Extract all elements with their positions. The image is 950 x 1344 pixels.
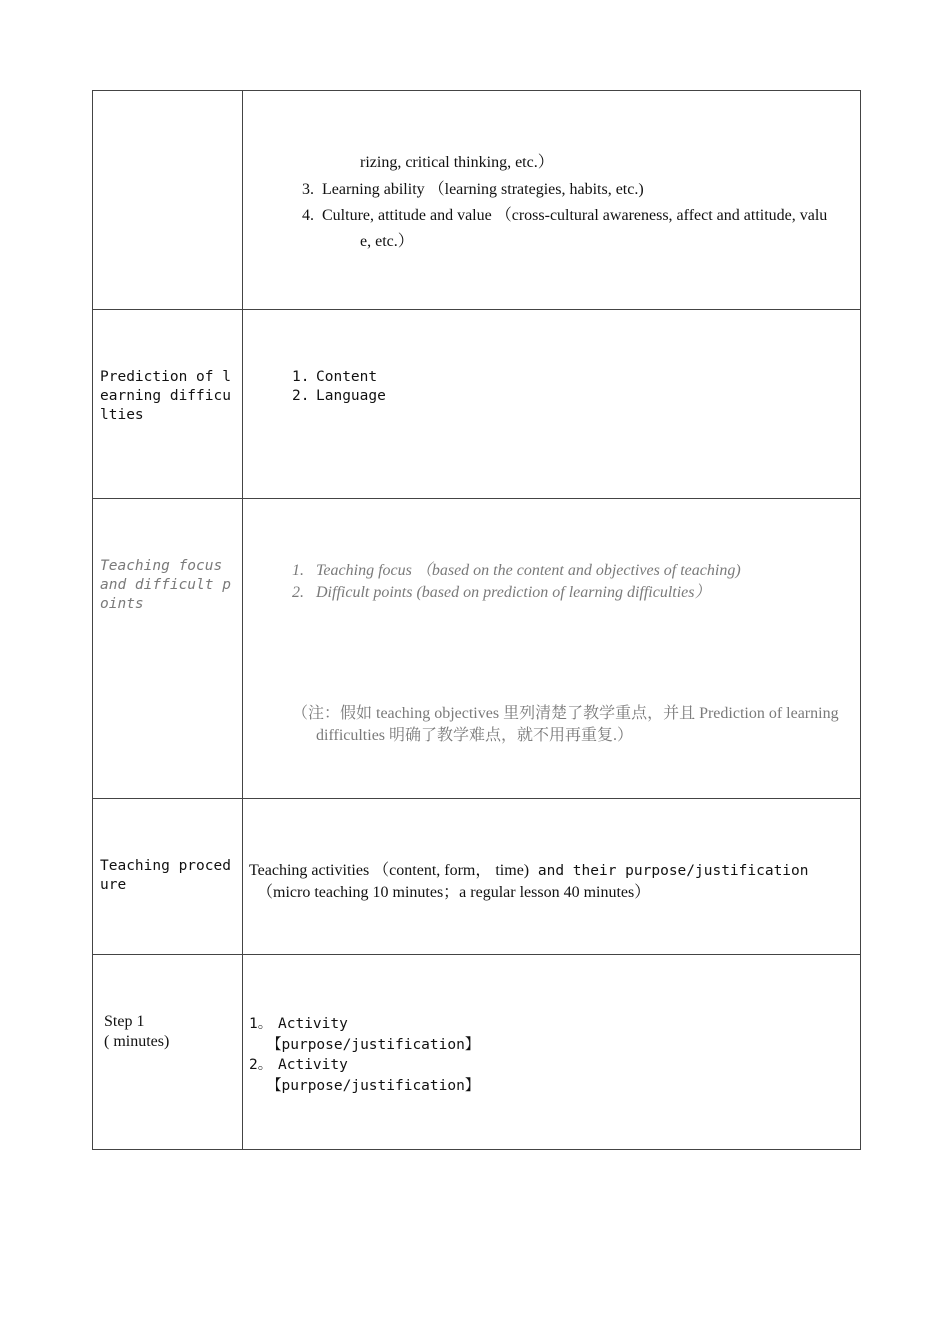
table-row xyxy=(93,310,861,499)
list-item: 1. Content xyxy=(292,369,378,385)
lesson-plan-table xyxy=(92,90,861,1150)
note-text: （注：假如 teaching objectives 里列清楚了教学重点，并且 Prediction of learning xyxy=(292,705,839,722)
table-row xyxy=(93,799,861,955)
table-row xyxy=(93,91,861,310)
row-label-cell xyxy=(93,310,243,499)
focus-cell xyxy=(243,499,861,799)
table-row xyxy=(93,499,861,799)
table-row xyxy=(93,955,861,1150)
activity-purpose: 【purpose/justification】 xyxy=(267,1037,480,1053)
objectives-cell xyxy=(243,91,861,310)
procedure-subheading: （micro teaching 10 minutes；a regular lesson 40 minutes） xyxy=(257,884,651,901)
row-label-cell xyxy=(93,91,243,310)
activity-item: 2。 Activity xyxy=(249,1057,348,1073)
objective-continuation: rizing, critical thinking, etc.） xyxy=(360,154,554,171)
objective-item: 3. Learning ability （learning strategies, habits, etc.) xyxy=(302,181,644,198)
activity-item: 1。 Activity xyxy=(249,1016,348,1032)
row-label-cell xyxy=(93,799,243,955)
list-item: 1. Teaching focus （based on the content and objectives of teaching) xyxy=(292,562,741,579)
list-item: 2. Language xyxy=(292,388,386,404)
row-label: Prediction of learning difficulties xyxy=(100,369,231,423)
difficulties-cell xyxy=(243,310,861,499)
row-label: Teaching procedure xyxy=(100,858,231,893)
note-text: difficulties 明确了教学难点，就不用再重复.） xyxy=(316,727,634,744)
procedure-heading: Teaching activities （content, form， time) and their purpose/justification xyxy=(249,862,809,879)
step-minutes: ( minutes) xyxy=(104,1033,170,1050)
step-title: Step 1 xyxy=(104,1013,145,1030)
row-label-cell xyxy=(93,955,243,1150)
row-label: Teaching focus and difficult points xyxy=(100,558,231,612)
procedure-cell xyxy=(243,799,861,955)
row-label-cell xyxy=(93,499,243,799)
step-activities-cell xyxy=(243,955,861,1150)
list-item: 2. Difficult points (based on prediction of learning difficulties） xyxy=(292,584,711,601)
activity-purpose: 【purpose/justification】 xyxy=(267,1078,480,1094)
objective-item: 4. Culture, attitude and value （cross-cultural awareness, affect and attitude, valu xyxy=(302,207,828,224)
objective-continuation: e, etc.） xyxy=(360,233,414,250)
